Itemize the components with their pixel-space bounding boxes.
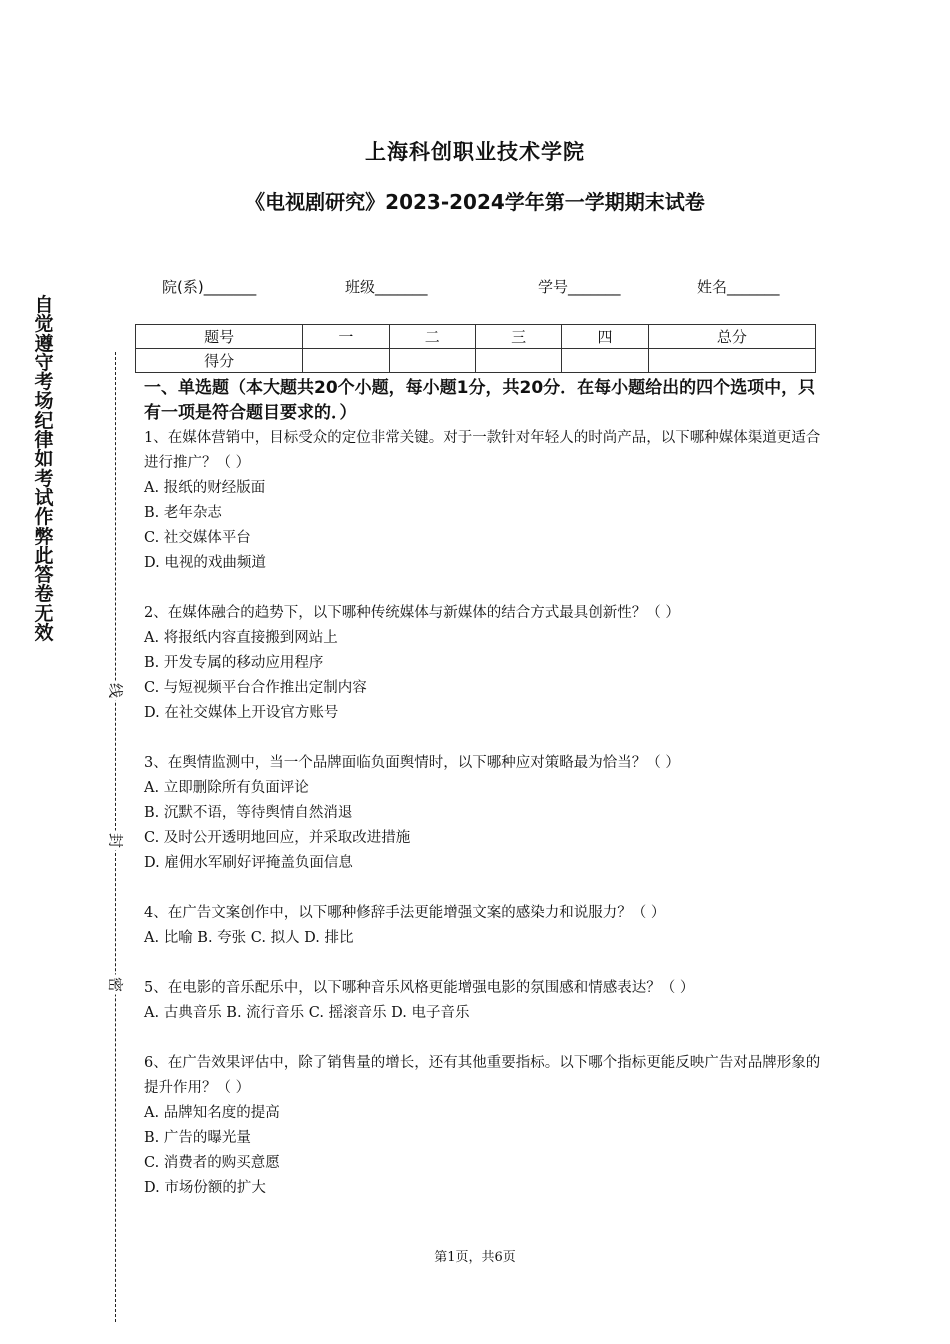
question-6 bbox=[144, 1051, 824, 1201]
student-id-field: 学号_______ bbox=[538, 278, 621, 296]
option-b: B. 广告的曝光量 bbox=[144, 1130, 251, 1146]
score-table-header: 一 bbox=[303, 325, 389, 349]
school-name: 上海科创职业技术学院 bbox=[365, 140, 585, 164]
score-cell bbox=[389, 349, 475, 373]
score-table-header-row bbox=[136, 325, 816, 349]
question-stem: 5、在电影的音乐配乐中，以下哪种音乐风格更能增强电影的氛围感和情感表达？（ ） bbox=[144, 980, 695, 996]
option-b: B. 沉默不语，等待舆情自然消退 bbox=[144, 805, 353, 821]
question-3 bbox=[144, 751, 824, 876]
binding-label-mi: 密 bbox=[106, 975, 127, 995]
question-2 bbox=[144, 601, 824, 726]
option-a: A. 立即删除所有负面评论 bbox=[144, 780, 309, 796]
score-table bbox=[135, 324, 816, 373]
page-number: 第1页，共6页 bbox=[434, 1250, 516, 1265]
name-field: 姓名_______ bbox=[697, 278, 780, 296]
question-1 bbox=[144, 426, 824, 576]
score-cell bbox=[648, 349, 815, 373]
question-5 bbox=[144, 976, 824, 1026]
score-table-header: 四 bbox=[562, 325, 648, 349]
option-c: C. 及时公开透明地回应，并采取改进措施 bbox=[144, 830, 411, 846]
score-cell bbox=[475, 349, 561, 373]
question-section bbox=[144, 376, 824, 1201]
exam-title: 《电视剧研究》2023-2024学年第一学期期末试卷 bbox=[245, 190, 705, 214]
question-stem: 3、在舆情监测中，当一个品牌面临负面舆情时，以下哪种应对策略最为恰当？（ ） bbox=[144, 755, 680, 771]
option-c: C. 与短视频平台合作推出定制内容 bbox=[144, 680, 367, 696]
options-inline: A. 古典音乐 B. 流行音乐 C. 摇滚音乐 D. 电子音乐 bbox=[144, 1005, 470, 1021]
class-field: 班级_______ bbox=[345, 278, 428, 296]
student-info-row bbox=[162, 276, 802, 298]
option-d: D. 市场份额的扩大 bbox=[144, 1180, 266, 1196]
binding-notice: 自觉遵守考场纪律如考试作弊此答卷无效 bbox=[34, 294, 54, 645]
binding-label-feng: 封 bbox=[106, 831, 127, 851]
option-d: D. 雇佣水军刷好评掩盖负面信息 bbox=[144, 855, 353, 871]
question-stem: 6、在广告效果评估中，除了销售量的增长，还有其他重要指标。以下哪个指标更能反映广告对品牌形象的提升作用？（ ） bbox=[144, 1055, 821, 1096]
score-table-header: 总分 bbox=[648, 325, 815, 349]
option-d: D. 电视的戏曲频道 bbox=[144, 555, 266, 571]
question-stem: 1、在媒体营销中，目标受众的定位非常关键。对于一款针对年轻人的时尚产品，以下哪种媒体渠道更适合进行推广？（ ） bbox=[144, 430, 821, 471]
option-a: A. 报纸的财经版面 bbox=[144, 480, 266, 496]
option-a: A. 品牌知名度的提高 bbox=[144, 1105, 280, 1121]
option-a: A. 将报纸内容直接搬到网站上 bbox=[144, 630, 338, 646]
score-cell bbox=[562, 349, 648, 373]
score-row-label: 得分 bbox=[136, 349, 303, 373]
options-inline: A. 比喻 B. 夸张 C. 拟人 D. 排比 bbox=[144, 930, 354, 946]
option-b: B. 开发专属的移动应用程序 bbox=[144, 655, 324, 671]
option-d: D. 在社交媒体上开设官方账号 bbox=[144, 705, 339, 721]
department-field: 院(系)_______ bbox=[162, 278, 257, 296]
score-table-header: 三 bbox=[475, 325, 561, 349]
score-table-header: 二 bbox=[389, 325, 475, 349]
question-stem: 2、在媒体融合的趋势下，以下哪种传统媒体与新媒体的结合方式最具创新性？（ ） bbox=[144, 605, 680, 621]
option-b: B. 老年杂志 bbox=[144, 505, 222, 521]
option-c: C. 社交媒体平台 bbox=[144, 530, 251, 546]
question-4 bbox=[144, 901, 824, 951]
score-cell bbox=[303, 349, 389, 373]
score-table-score-row bbox=[136, 349, 816, 373]
binding-label-xian: 线 bbox=[106, 681, 127, 701]
question-stem: 4、在广告文案创作中，以下哪种修辞手法更能增强文案的感染力和说服力？（ ） bbox=[144, 905, 666, 921]
option-c: C. 消费者的购买意愿 bbox=[144, 1155, 280, 1171]
section-header: 一、单选题（本大题共20个小题，每小题1分，共20分．在每小题给出的四个选项中，只有一项是符合题目要求的．） bbox=[144, 378, 816, 423]
score-table-header: 题号 bbox=[136, 325, 303, 349]
